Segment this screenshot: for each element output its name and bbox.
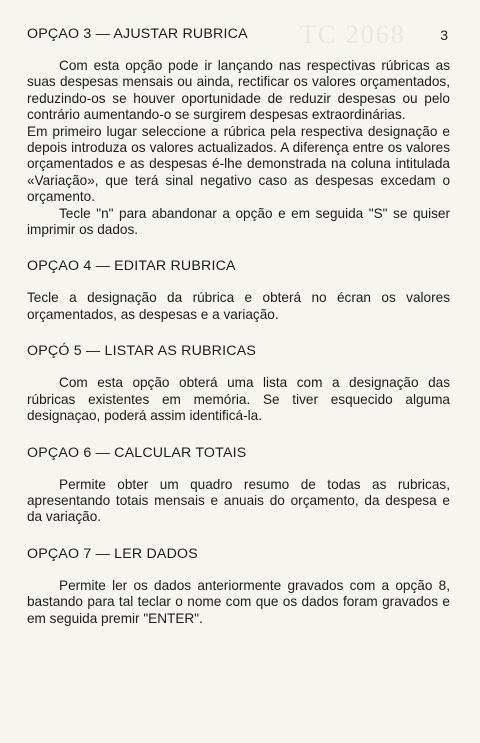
section-opcao-4 [27, 258, 450, 323]
paragraph: Tecle a designação da rúbrica e obterá no écran os valores orçamentados, as despesas e a variação. [27, 290, 450, 322]
section-title: OPÇAO 3 — AJUSTAR RUBRICA [27, 26, 248, 42]
section-title: OPÇAO 4 — EDITAR RUBRICA [27, 258, 236, 275]
section-title: OPÇAO 7 — LER DADOS [27, 545, 198, 562]
paragraph: Em primeiro lugar seleccione a rúbrica pela respectiva designação e depois introduza os valores actualizados. A diferença entre os valores orçamentados e as despesas é-lhe demonstrada na coluna intitulada «Variação», que terá sinal negativo caso as despesas excedam o orçamento. [27, 123, 450, 205]
paragraph: Permite obter um quadro resumo de todas as rubricas, apresentando totais mensais e anuais do orçamento, da despesa e da variação. [27, 476, 450, 525]
page-number: 3 [440, 27, 448, 43]
section-opcao-3 [27, 26, 450, 238]
section-title: OPÇÓ 5 — LISTAR AS RUBRICAS [27, 343, 257, 360]
paragraph: Tecle "n" para abandonar a opção e em seguida "S" se quiser imprimir os dados. [27, 205, 450, 238]
paragraph: Com esta opção pode ir lançando nas respectivas rúbricas as suas despesas mensais ou ainda, rectificar os valores orçamentados, reduzindo-os se houver oportunidade de reduzir despesas ou pelo contrário aumentando-o se surgirem despesas extraordinárias. [27, 58, 450, 123]
paragraph: Com esta opção obterá uma lista com a designação das rúbricas existentes em memória. Se tiver esquecido alguma designaçao, poderá assim identificá-la. [27, 375, 450, 424]
section-opcao-6 [27, 445, 450, 526]
section-opcao-5 [27, 343, 450, 424]
section-opcao-7 [27, 546, 450, 627]
paragraph: Permite ler os dados anteriormente gravados com a opção 8, bastando para tal teclar o nome com que os dados foram gravados e em seguida premir "ENTER". [27, 577, 450, 626]
section-title: OPÇAO 6 — CALCULAR TOTAIS [27, 444, 247, 461]
bleed-through-watermark: TC 2068 [300, 20, 406, 49]
